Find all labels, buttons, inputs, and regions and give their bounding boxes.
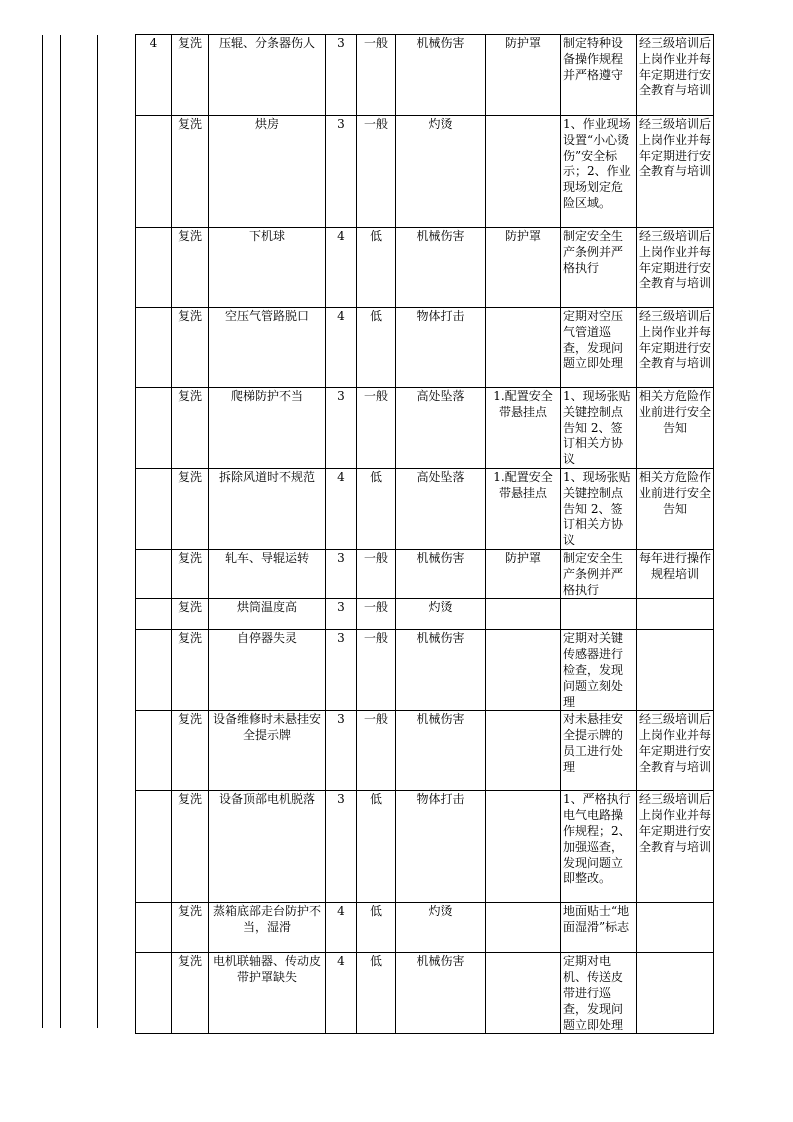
department-cell: 复洗 (172, 549, 209, 598)
score-cell: 4 (326, 228, 357, 308)
table-row (136, 228, 714, 308)
hazard-cell: 设备维修时未悬挂安全提示牌 (209, 711, 326, 791)
table-row (136, 549, 714, 598)
risk-level-cell: 低 (357, 953, 396, 1034)
risk-level-cell: 一般 (357, 35, 396, 116)
training-measure-cell (637, 953, 714, 1034)
table-row (136, 388, 714, 469)
table-row (136, 599, 714, 630)
accident-type-cell: 机械伤害 (396, 35, 486, 116)
department-cell: 复洗 (172, 953, 209, 1034)
accident-type-cell: 机械伤害 (396, 711, 486, 791)
accident-type-cell: 机械伤害 (396, 549, 486, 598)
management-measure-cell: 对未悬挂安全提示牌的员工进行处理 (561, 711, 637, 791)
accident-type-cell: 机械伤害 (396, 228, 486, 308)
management-measure-cell: 1、现场张贴关键控制点告知 2、签订相关方协议 (561, 468, 637, 549)
protective-measure-cell (486, 630, 561, 711)
protective-measure-cell: 1.配置安全带悬挂点 (486, 468, 561, 549)
risk-level-cell: 一般 (357, 116, 396, 228)
training-measure-cell: 经三级培训后上岗作业并每年定期进行安全教育与培训 (637, 35, 714, 116)
management-measure-cell: 定期对关键传感器进行检查，发现问题立刻处理 (561, 630, 637, 711)
hazard-cell: 蒸箱底部走台防护不当，湿滑 (209, 903, 326, 953)
training-measure-cell: 每年进行操作规程培训 (637, 549, 714, 598)
score-cell: 3 (326, 116, 357, 228)
margin-rule-3 (97, 35, 98, 1028)
training-measure-cell: 经三级培训后上岗作业并每年定期进行安全教育与培训 (637, 228, 714, 308)
score-cell: 3 (326, 791, 357, 903)
management-measure-cell: 制定安全生产条例并严格执行 (561, 228, 637, 308)
management-measure-cell: 地面贴士“地面湿滑”标志 (561, 903, 637, 953)
item-number-cell: 4 (136, 35, 172, 116)
margin-rule-1 (42, 35, 43, 1028)
training-measure-cell: 经三级培训后上岗作业并每年定期进行安全教育与培训 (637, 308, 714, 388)
item-number-cell (136, 228, 172, 308)
score-cell: 3 (326, 711, 357, 791)
training-measure-cell (637, 599, 714, 630)
score-cell: 4 (326, 903, 357, 953)
item-number-cell (136, 549, 172, 598)
risk-level-cell: 一般 (357, 630, 396, 711)
hazard-cell: 自停器失灵 (209, 630, 326, 711)
hazard-cell: 电机联轴器、传动皮带护罩缺失 (209, 953, 326, 1034)
management-measure-cell (561, 599, 637, 630)
score-cell: 3 (326, 549, 357, 598)
hazard-cell: 爬梯防护不当 (209, 388, 326, 469)
protective-measure-cell (486, 116, 561, 228)
hazard-cell: 压辊、分条器伤人 (209, 35, 326, 116)
score-cell: 3 (326, 599, 357, 630)
risk-level-cell: 低 (357, 791, 396, 903)
table-row (136, 116, 714, 228)
protective-measure-cell (486, 308, 561, 388)
training-measure-cell: 经三级培训后上岗作业并每年定期进行安全教育与培训 (637, 711, 714, 791)
score-cell: 3 (326, 35, 357, 116)
risk-level-cell: 低 (357, 308, 396, 388)
department-cell: 复洗 (172, 630, 209, 711)
protective-measure-cell (486, 599, 561, 630)
management-measure-cell: 定期对空压气管道巡查，发现问题立即处理 (561, 308, 637, 388)
risk-level-cell: 一般 (357, 388, 396, 469)
item-number-cell (136, 388, 172, 469)
department-cell: 复洗 (172, 468, 209, 549)
item-number-cell (136, 116, 172, 228)
training-measure-cell: 相关方危险作业前进行安全告知 (637, 468, 714, 549)
table-row (136, 35, 714, 116)
accident-type-cell: 高处坠落 (396, 468, 486, 549)
protective-measure-cell (486, 711, 561, 791)
table-row (136, 468, 714, 549)
item-number-cell (136, 903, 172, 953)
item-number-cell (136, 630, 172, 711)
hazard-cell: 烘房 (209, 116, 326, 228)
table-row (136, 903, 714, 953)
score-cell: 3 (326, 630, 357, 711)
hazard-cell: 空压气管路脱口 (209, 308, 326, 388)
item-number-cell (136, 308, 172, 388)
risk-level-cell: 低 (357, 228, 396, 308)
accident-type-cell: 机械伤害 (396, 953, 486, 1034)
risk-level-cell: 低 (357, 903, 396, 953)
score-cell: 4 (326, 308, 357, 388)
risk-table-body (136, 35, 714, 1034)
management-measure-cell: 定期对电机、传送皮带进行巡查，发现问题立即处理 (561, 953, 637, 1034)
item-number-cell (136, 791, 172, 903)
protective-measure-cell: 防护罩 (486, 549, 561, 598)
department-cell: 复洗 (172, 308, 209, 388)
hazard-cell: 轧车、导辊运转 (209, 549, 326, 598)
accident-type-cell: 灼烫 (396, 903, 486, 953)
item-number-cell (136, 599, 172, 630)
management-measure-cell: 1、严格执行电气电路操作规程；2、加强巡查，发现问题立即整改。 (561, 791, 637, 903)
table-row (136, 953, 714, 1034)
hazard-cell: 设备顶部电机脱落 (209, 791, 326, 903)
accident-type-cell: 物体打击 (396, 308, 486, 388)
protective-measure-cell: 防护罩 (486, 228, 561, 308)
protective-measure-cell: 防护罩 (486, 35, 561, 116)
department-cell: 复洗 (172, 599, 209, 630)
management-measure-cell: 制定安全生产条例并严格执行 (561, 549, 637, 598)
item-number-cell (136, 711, 172, 791)
accident-type-cell: 高处坠落 (396, 388, 486, 469)
training-measure-cell: 相关方危险作业前进行安全告知 (637, 388, 714, 469)
accident-type-cell: 机械伤害 (396, 630, 486, 711)
accident-type-cell: 灼烫 (396, 116, 486, 228)
hazard-cell: 下机球 (209, 228, 326, 308)
hazard-cell: 烘筒温度高 (209, 599, 326, 630)
risk-level-cell: 一般 (357, 599, 396, 630)
training-measure-cell: 经三级培训后上岗作业并每年定期进行安全教育与培训 (637, 116, 714, 228)
protective-measure-cell (486, 791, 561, 903)
risk-assessment-table (135, 34, 714, 1034)
table-row (136, 791, 714, 903)
table-row (136, 308, 714, 388)
protective-measure-cell (486, 903, 561, 953)
score-cell: 4 (326, 953, 357, 1034)
hazard-cell: 拆除风道时不规范 (209, 468, 326, 549)
risk-level-cell: 低 (357, 468, 396, 549)
management-measure-cell: 制定特种设备操作规程并严格遵守 (561, 35, 637, 116)
score-cell: 4 (326, 468, 357, 549)
department-cell: 复洗 (172, 711, 209, 791)
table-row (136, 711, 714, 791)
training-measure-cell (637, 903, 714, 953)
department-cell: 复洗 (172, 35, 209, 116)
department-cell: 复洗 (172, 388, 209, 469)
department-cell: 复洗 (172, 228, 209, 308)
training-measure-cell (637, 630, 714, 711)
training-measure-cell: 经三级培训后上岗作业并每年定期进行安全教育与培训 (637, 791, 714, 903)
accident-type-cell: 物体打击 (396, 791, 486, 903)
table-row (136, 630, 714, 711)
item-number-cell (136, 953, 172, 1034)
score-cell: 3 (326, 388, 357, 469)
risk-level-cell: 一般 (357, 549, 396, 598)
protective-measure-cell (486, 953, 561, 1034)
risk-level-cell: 一般 (357, 711, 396, 791)
management-measure-cell: 1、作业现场设置“小心烫伤”安全标示；2、作业现场划定危险区域。 (561, 116, 637, 228)
department-cell: 复洗 (172, 791, 209, 903)
management-measure-cell: 1、现场张贴关键控制点告知 2、签订相关方协议 (561, 388, 637, 469)
accident-type-cell: 灼烫 (396, 599, 486, 630)
department-cell: 复洗 (172, 116, 209, 228)
item-number-cell (136, 468, 172, 549)
margin-rule-2 (60, 35, 61, 1028)
department-cell: 复洗 (172, 903, 209, 953)
protective-measure-cell: 1.配置安全带悬挂点 (486, 388, 561, 469)
